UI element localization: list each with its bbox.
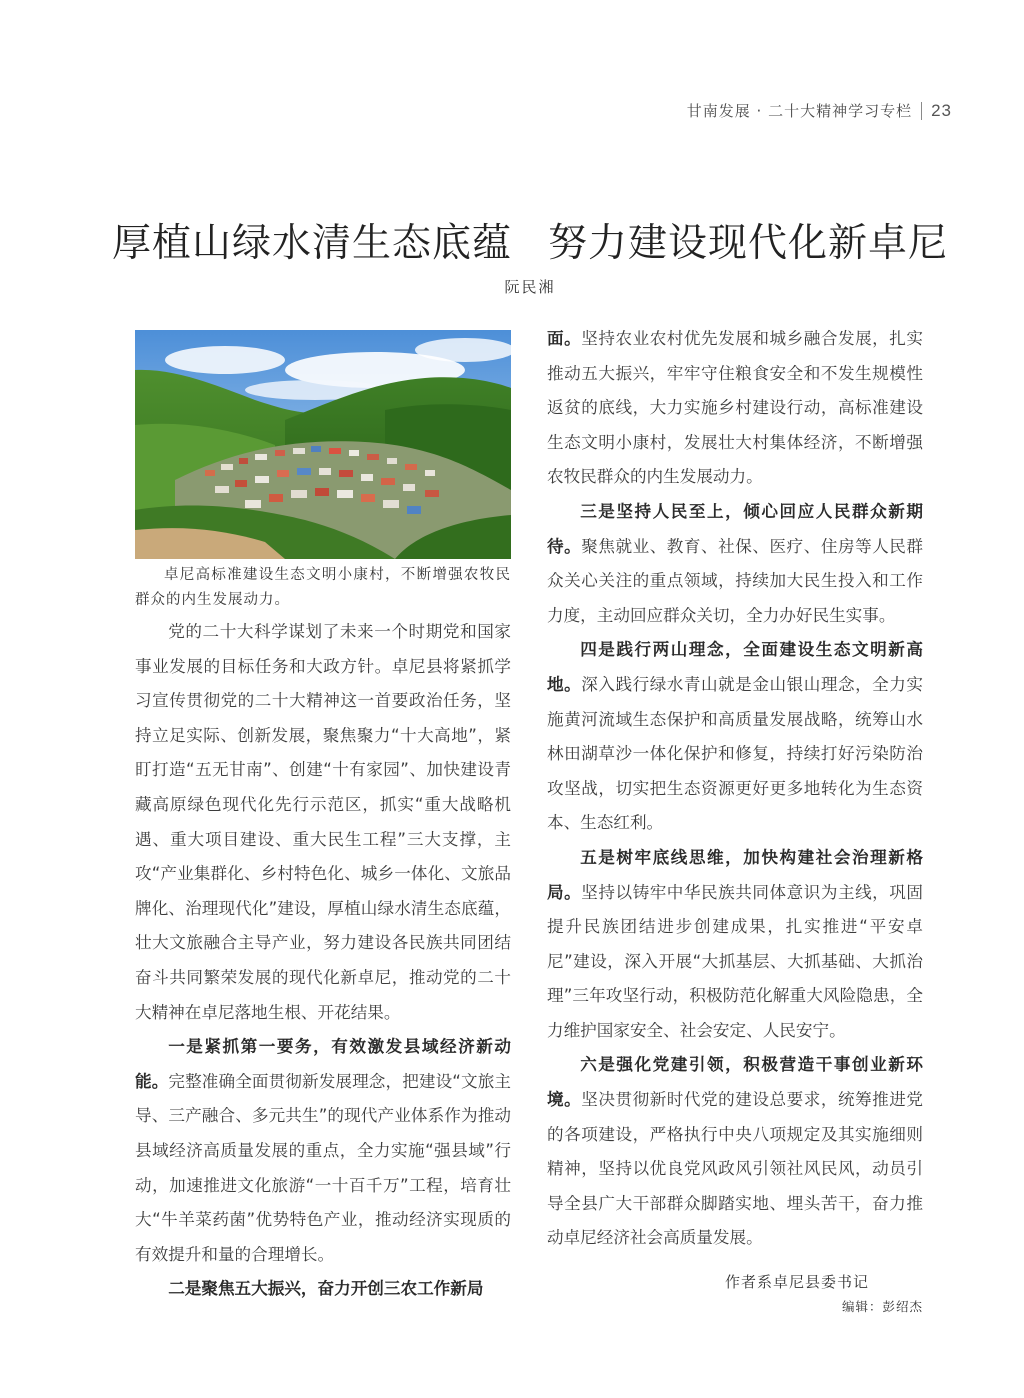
paragraph-3-heading: 三是坚持人民至上，倾心回应人民群众新期待。 [547,501,923,556]
paragraph-6-heading: 六是强化党建引领，积极营造干事创业新环境。 [547,1055,923,1110]
article-title [0,212,1024,268]
paragraph-2-heading-start: 二是聚焦五大振兴，奋力开创三农工作新局 [168,1279,484,1299]
paragraph-5 [547,841,923,1049]
paragraph-1 [135,1030,511,1272]
paragraph-1-body: 完整准确全面贯彻新发展理念，把建设“文旅主导、三产融合、多元共生”的现代产业体系作为推动县域经济高质量发展的重点，全力实施“强县域”行动，加速推进文化旅游“一十百千万”工程，培育壮大“牛羊菜药菌”优势特色产业，推动经济实现质的有效提升和量的合理增长。 [135,1071,511,1264]
paragraph-2 [547,322,923,495]
paragraph-5-heading: 五是树牢底线思维，加快构建社会治理新格局。 [547,847,923,902]
title-part-1: 厚植山绿水清生态底蕴 [111,221,512,266]
page-header [687,100,952,121]
paragraph-4 [547,633,923,841]
village-landscape-photo [135,330,511,559]
author-note: 作者系卓尼县委书记 [724,1273,869,1291]
section-title: 甘南发展 · 二十大精神学习专栏 [686,102,913,120]
right-column [547,322,923,1256]
paragraph-6 [547,1048,923,1256]
editor-credit: 编辑：彭绍杰 [841,1299,923,1314]
photo-caption: 卓尼高标准建设生态文明小康村，不断增强农牧民群众的内生发展动力。 [135,567,511,608]
article-author: 阮民湘 [504,278,556,296]
paragraph-4-body: 深入践行绿水青山就是金山银山理念，全力实施黄河流域生态保护和高质量发展战略，统筹山水林田湖草沙一体化保护和修复，持续打好污染防治攻坚战，切实把生态资源更好更多地转化为生态资本、生态红利。 [547,674,924,833]
paragraph-2-start [135,1272,511,1307]
page-number: 23 [931,100,952,120]
paragraph-3 [547,495,923,633]
paragraph-1-heading: 一是紧抓第一要务，有效激发县域经济新动能。 [135,1037,511,1091]
paragraph-2-body: 坚持农业农村优先发展和城乡融合发展，扎实推动五大振兴，牢牢守住粮食安全和不发生规模性返贫的底线，大力实施乡村建设行动，高标准建设生态文明小康村，发展壮大村集体经济，不断增强农牧民群众的内生发展动力。 [547,329,924,487]
paragraph-3-body: 聚焦就业、教育、社保、医疗、住房等人民群众关心关注的重点领域，持续加大民生投入和工作力度，主动回应群众关切，全力办好民生实事。 [547,536,924,625]
intro-paragraph: 党的二十大科学谋划了未来一个时期党和国家事业发展的目标任务和大政方针。卓尼县将紧抓学习宣传贯彻党的二十大精神这一首要政治任务，坚持立足实际、创新发展，聚焦聚力“十大高地”，紧盯打造“五无甘南”、创建“十有家园”、加快建设青藏高原绿色现代化先行示范区，抓实“重大战略机遇、重大项目建设、重大民生工程”三大支撑，主攻“产业集群化、乡村特色化、城乡一体化、文旅品牌化、治理现代化”建设，厚植山绿水清生态底蕴，壮大文旅融合主导产业，努力建设各民族共同团结奋斗共同繁荣发展的现代化新卓尼，推动党的二十大精神在卓尼落地生根、开花结果。 [135,622,511,1022]
paragraph-6-body: 坚决贯彻新时代党的建设总要求，统筹推进党的各项建设，严格执行中央八项规定及其实施细则精神，坚持以优良党风政风引领社风民风，动员引导全县广大干部群众脚踏实地、埋头苦干，奋力推动卓尼经济社会高质量发展。 [547,1090,924,1248]
left-column [135,322,511,1307]
paragraph-4-heading: 四是践行两山理念，全面建设生态文明新高地。 [547,640,923,694]
header-divider [921,102,922,120]
paragraph-5-body: 坚持以铸牢中华民族共同体意识为主线，巩固提升民族团结进步创建成果，扎实推进“平安卓尼”建设，深入开展“大抓基层、大抓基础、大抓治理”三年攻坚行动，积极防范化解重大风险隐患，全力维护国家安全、社会安定、人民安宁。 [547,882,924,1040]
paragraph-2-heading-end: 面。 [547,329,582,348]
title-part-2: 努力建设现代化新卓尼 [548,221,949,266]
